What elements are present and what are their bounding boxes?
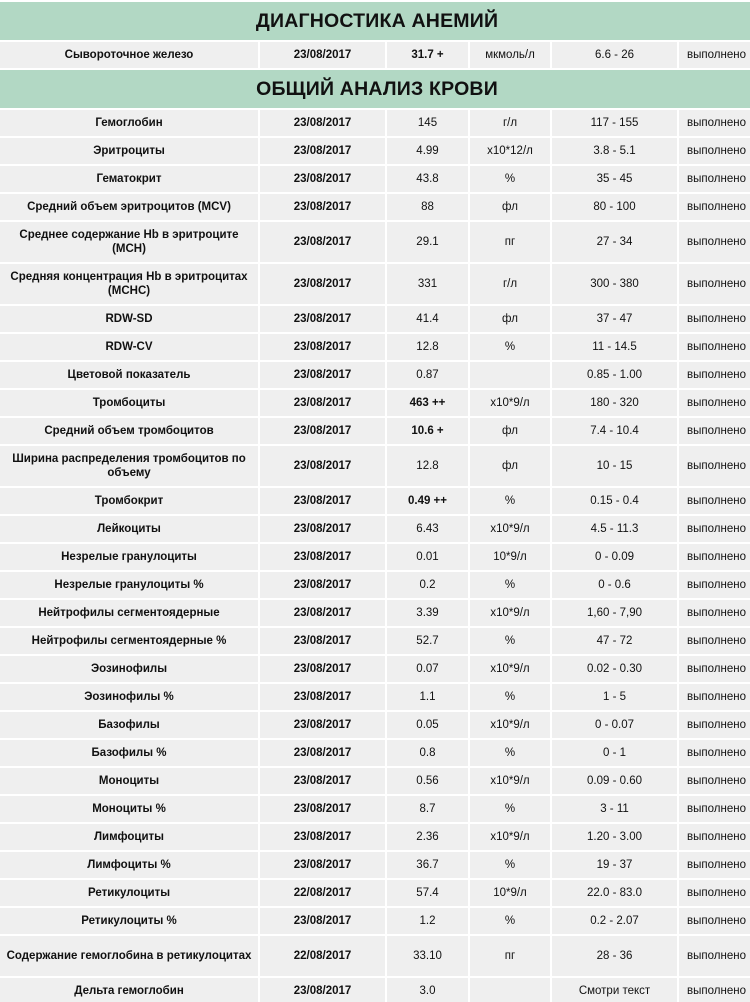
reference-range: 80 - 100 xyxy=(552,194,677,220)
result-value: 1.2 xyxy=(387,908,468,934)
result-row xyxy=(0,824,750,850)
section-header-row xyxy=(0,70,750,108)
result-status: выполнено xyxy=(679,628,750,654)
result-row xyxy=(0,418,750,444)
result-row xyxy=(0,264,750,304)
test-name: Моноциты xyxy=(0,768,258,794)
result-status: выполнено xyxy=(679,880,750,906)
result-status: выполнено xyxy=(679,264,750,304)
reference-range: Смотри текст xyxy=(552,978,677,1002)
result-row xyxy=(0,516,750,542)
result-value: 33.10 xyxy=(387,936,468,976)
reference-range: 11 - 14.5 xyxy=(552,334,677,360)
result-value: 88 xyxy=(387,194,468,220)
result-status: выполнено xyxy=(679,852,750,878)
section-title: ДИАГНОСТИКА АНЕМИЙ xyxy=(0,2,750,40)
reference-range: 47 - 72 xyxy=(552,628,677,654)
result-unit: % xyxy=(470,908,550,934)
result-date: 23/08/2017 xyxy=(260,390,385,416)
test-name: RDW-CV xyxy=(0,334,258,360)
result-status: выполнено xyxy=(679,516,750,542)
result-date: 23/08/2017 xyxy=(260,712,385,738)
reference-range: 22.0 - 83.0 xyxy=(552,880,677,906)
result-unit xyxy=(470,978,550,1002)
result-unit: x10*12/л xyxy=(470,138,550,164)
result-row xyxy=(0,740,750,766)
result-value-flagged: 10.6 + xyxy=(387,418,468,444)
result-row xyxy=(0,390,750,416)
test-name: Ретикулоциты % xyxy=(0,908,258,934)
section-header-row xyxy=(0,2,750,40)
result-value-flagged: 0.49 ++ xyxy=(387,488,468,514)
result-row xyxy=(0,712,750,738)
test-name: Дельта гемоглобин xyxy=(0,978,258,1002)
reference-range: 0.2 - 2.07 xyxy=(552,908,677,934)
result-row xyxy=(0,194,750,220)
result-date: 23/08/2017 xyxy=(260,446,385,486)
result-unit: x10*9/л xyxy=(470,824,550,850)
result-date: 23/08/2017 xyxy=(260,264,385,304)
result-date: 23/08/2017 xyxy=(260,796,385,822)
result-row xyxy=(0,306,750,332)
test-name: Нейтрофилы сегментоядерные % xyxy=(0,628,258,654)
result-row xyxy=(0,656,750,682)
result-date: 23/08/2017 xyxy=(260,684,385,710)
test-name: Нейтрофилы сегментоядерные xyxy=(0,600,258,626)
result-unit: пг xyxy=(470,936,550,976)
test-name: Лимфоциты xyxy=(0,824,258,850)
result-value: 0.56 xyxy=(387,768,468,794)
result-value: 1.1 xyxy=(387,684,468,710)
result-status: выполнено xyxy=(679,684,750,710)
result-value: 43.8 xyxy=(387,166,468,192)
test-name: Гемоглобин xyxy=(0,110,258,136)
result-row xyxy=(0,936,750,976)
result-status: выполнено xyxy=(679,488,750,514)
result-date: 23/08/2017 xyxy=(260,628,385,654)
result-unit: 10*9/л xyxy=(470,544,550,570)
result-unit: мкмоль/л xyxy=(470,42,550,68)
result-status: выполнено xyxy=(679,600,750,626)
result-unit: фл xyxy=(470,446,550,486)
result-date: 23/08/2017 xyxy=(260,824,385,850)
result-unit: % xyxy=(470,740,550,766)
result-date: 23/08/2017 xyxy=(260,110,385,136)
result-status: выполнено xyxy=(679,446,750,486)
result-value: 145 xyxy=(387,110,468,136)
result-status: выполнено xyxy=(679,824,750,850)
test-name: Базофилы xyxy=(0,712,258,738)
result-status: выполнено xyxy=(679,418,750,444)
result-value: 3.0 xyxy=(387,978,468,1002)
reference-range: 300 - 380 xyxy=(552,264,677,304)
test-name: Содержание гемоглобина в ретикулоцитах xyxy=(0,936,258,976)
result-status: выполнено xyxy=(679,138,750,164)
result-date: 22/08/2017 xyxy=(260,880,385,906)
result-unit: фл xyxy=(470,418,550,444)
result-value: 6.43 xyxy=(387,516,468,542)
result-value: 331 xyxy=(387,264,468,304)
test-name: RDW-SD xyxy=(0,306,258,332)
reference-range: 0.15 - 0.4 xyxy=(552,488,677,514)
result-row xyxy=(0,628,750,654)
result-row xyxy=(0,796,750,822)
result-row xyxy=(0,138,750,164)
result-unit: % xyxy=(470,166,550,192)
result-unit: 10*9/л xyxy=(470,880,550,906)
test-name: Средний объем эритроцитов (MCV) xyxy=(0,194,258,220)
test-name: Среднее содержание Hb в эритроците (MCH) xyxy=(0,222,258,262)
result-date: 23/08/2017 xyxy=(260,600,385,626)
test-name: Лимфоциты % xyxy=(0,852,258,878)
result-date: 23/08/2017 xyxy=(260,306,385,332)
result-value: 2.36 xyxy=(387,824,468,850)
result-status: выполнено xyxy=(679,334,750,360)
reference-range: 7.4 - 10.4 xyxy=(552,418,677,444)
result-unit: % xyxy=(470,488,550,514)
result-row xyxy=(0,600,750,626)
result-unit: x10*9/л xyxy=(470,712,550,738)
result-date: 23/08/2017 xyxy=(260,166,385,192)
result-status: выполнено xyxy=(679,194,750,220)
result-row xyxy=(0,334,750,360)
result-date: 23/08/2017 xyxy=(260,138,385,164)
result-date: 23/08/2017 xyxy=(260,516,385,542)
result-status: выполнено xyxy=(679,936,750,976)
reference-range: 0.02 - 0.30 xyxy=(552,656,677,682)
reference-range: 6.6 - 26 xyxy=(552,42,677,68)
reference-range: 4.5 - 11.3 xyxy=(552,516,677,542)
result-row xyxy=(0,110,750,136)
result-status: выполнено xyxy=(679,306,750,332)
result-row xyxy=(0,42,750,68)
test-name: Базофилы % xyxy=(0,740,258,766)
result-status: выполнено xyxy=(679,796,750,822)
result-unit: фл xyxy=(470,306,550,332)
reference-range: 0 - 0.09 xyxy=(552,544,677,570)
result-date: 22/08/2017 xyxy=(260,936,385,976)
reference-range: 0 - 0.07 xyxy=(552,712,677,738)
result-unit: x10*9/л xyxy=(470,656,550,682)
result-status: выполнено xyxy=(679,908,750,934)
result-value: 0.2 xyxy=(387,572,468,598)
result-row xyxy=(0,572,750,598)
test-name: Лейкоциты xyxy=(0,516,258,542)
test-name: Незрелые гранулоциты % xyxy=(0,572,258,598)
result-row xyxy=(0,852,750,878)
result-unit: % xyxy=(470,852,550,878)
result-status: выполнено xyxy=(679,768,750,794)
result-value: 36.7 xyxy=(387,852,468,878)
result-status: выполнено xyxy=(679,656,750,682)
result-status: выполнено xyxy=(679,544,750,570)
test-name: Эозинофилы xyxy=(0,656,258,682)
result-value: 0.07 xyxy=(387,656,468,682)
reference-range: 117 - 155 xyxy=(552,110,677,136)
result-value: 4.99 xyxy=(387,138,468,164)
result-value: 0.8 xyxy=(387,740,468,766)
result-unit: г/л xyxy=(470,264,550,304)
result-date: 23/08/2017 xyxy=(260,740,385,766)
result-unit: x10*9/л xyxy=(470,390,550,416)
result-row xyxy=(0,684,750,710)
result-row xyxy=(0,166,750,192)
result-row xyxy=(0,446,750,486)
result-status: выполнено xyxy=(679,712,750,738)
result-date: 23/08/2017 xyxy=(260,42,385,68)
reference-range: 27 - 34 xyxy=(552,222,677,262)
result-date: 23/08/2017 xyxy=(260,362,385,388)
test-name: Гематокрит xyxy=(0,166,258,192)
result-unit: x10*9/л xyxy=(470,768,550,794)
test-name: Эозинофилы % xyxy=(0,684,258,710)
result-value: 29.1 xyxy=(387,222,468,262)
result-unit: % xyxy=(470,628,550,654)
result-date: 23/08/2017 xyxy=(260,572,385,598)
test-name: Незрелые гранулоциты xyxy=(0,544,258,570)
result-date: 23/08/2017 xyxy=(260,488,385,514)
reference-range: 10 - 15 xyxy=(552,446,677,486)
reference-range: 3.8 - 5.1 xyxy=(552,138,677,164)
result-row xyxy=(0,222,750,262)
test-name: Эритроциты xyxy=(0,138,258,164)
result-unit: г/л xyxy=(470,110,550,136)
result-row xyxy=(0,880,750,906)
result-unit: фл xyxy=(470,194,550,220)
result-row xyxy=(0,768,750,794)
result-status: выполнено xyxy=(679,110,750,136)
result-row xyxy=(0,978,750,1002)
result-unit: x10*9/л xyxy=(470,516,550,542)
result-date: 23/08/2017 xyxy=(260,908,385,934)
result-unit: x10*9/л xyxy=(470,600,550,626)
test-name: Тромбоциты xyxy=(0,390,258,416)
test-name: Моноциты % xyxy=(0,796,258,822)
reference-range: 1.20 - 3.00 xyxy=(552,824,677,850)
result-status: выполнено xyxy=(679,978,750,1002)
result-value-flagged: 31.7 + xyxy=(387,42,468,68)
reference-range: 0.85 - 1.00 xyxy=(552,362,677,388)
result-row xyxy=(0,488,750,514)
result-date: 23/08/2017 xyxy=(260,194,385,220)
reference-range: 28 - 36 xyxy=(552,936,677,976)
result-unit xyxy=(470,362,550,388)
result-date: 23/08/2017 xyxy=(260,334,385,360)
test-name: Средний объем тромбоцитов xyxy=(0,418,258,444)
result-unit: пг xyxy=(470,222,550,262)
result-value: 57.4 xyxy=(387,880,468,906)
test-name: Средняя концентрация Hb в эритроцитах (MCHC) xyxy=(0,264,258,304)
result-date: 23/08/2017 xyxy=(260,656,385,682)
reference-range: 0 - 1 xyxy=(552,740,677,766)
test-name: Тромбокрит xyxy=(0,488,258,514)
result-date: 23/08/2017 xyxy=(260,544,385,570)
reference-range: 0 - 0.6 xyxy=(552,572,677,598)
result-status: выполнено xyxy=(679,572,750,598)
result-status: выполнено xyxy=(679,222,750,262)
result-status: выполнено xyxy=(679,42,750,68)
result-row xyxy=(0,362,750,388)
result-value: 0.05 xyxy=(387,712,468,738)
result-unit: % xyxy=(470,572,550,598)
result-date: 23/08/2017 xyxy=(260,768,385,794)
result-row xyxy=(0,908,750,934)
result-date: 23/08/2017 xyxy=(260,978,385,1002)
result-status: выполнено xyxy=(679,166,750,192)
test-name: Сывороточное железо xyxy=(0,42,258,68)
reference-range: 35 - 45 xyxy=(552,166,677,192)
result-value: 0.01 xyxy=(387,544,468,570)
result-value: 0.87 xyxy=(387,362,468,388)
result-value: 52.7 xyxy=(387,628,468,654)
result-status: выполнено xyxy=(679,390,750,416)
result-value: 8.7 xyxy=(387,796,468,822)
reference-range: 3 - 11 xyxy=(552,796,677,822)
result-value: 12.8 xyxy=(387,446,468,486)
test-name: Ширина распределения тромбоцитов по объему xyxy=(0,446,258,486)
result-value: 12.8 xyxy=(387,334,468,360)
result-date: 23/08/2017 xyxy=(260,222,385,262)
reference-range: 180 - 320 xyxy=(552,390,677,416)
result-value: 41.4 xyxy=(387,306,468,332)
section-title: ОБЩИЙ АНАЛИЗ КРОВИ xyxy=(0,70,750,108)
result-unit: % xyxy=(470,334,550,360)
test-name: Цветовой показатель xyxy=(0,362,258,388)
reference-range: 1,60 - 7,90 xyxy=(552,600,677,626)
reference-range: 37 - 47 xyxy=(552,306,677,332)
result-unit: % xyxy=(470,796,550,822)
result-unit: % xyxy=(470,684,550,710)
reference-range: 19 - 37 xyxy=(552,852,677,878)
result-status: выполнено xyxy=(679,362,750,388)
result-date: 23/08/2017 xyxy=(260,852,385,878)
result-status: выполнено xyxy=(679,740,750,766)
result-row xyxy=(0,544,750,570)
reference-range: 1 - 5 xyxy=(552,684,677,710)
result-date: 23/08/2017 xyxy=(260,418,385,444)
result-value: 3.39 xyxy=(387,600,468,626)
result-value-flagged: 463 ++ xyxy=(387,390,468,416)
test-name: Ретикулоциты xyxy=(0,880,258,906)
reference-range: 0.09 - 0.60 xyxy=(552,768,677,794)
